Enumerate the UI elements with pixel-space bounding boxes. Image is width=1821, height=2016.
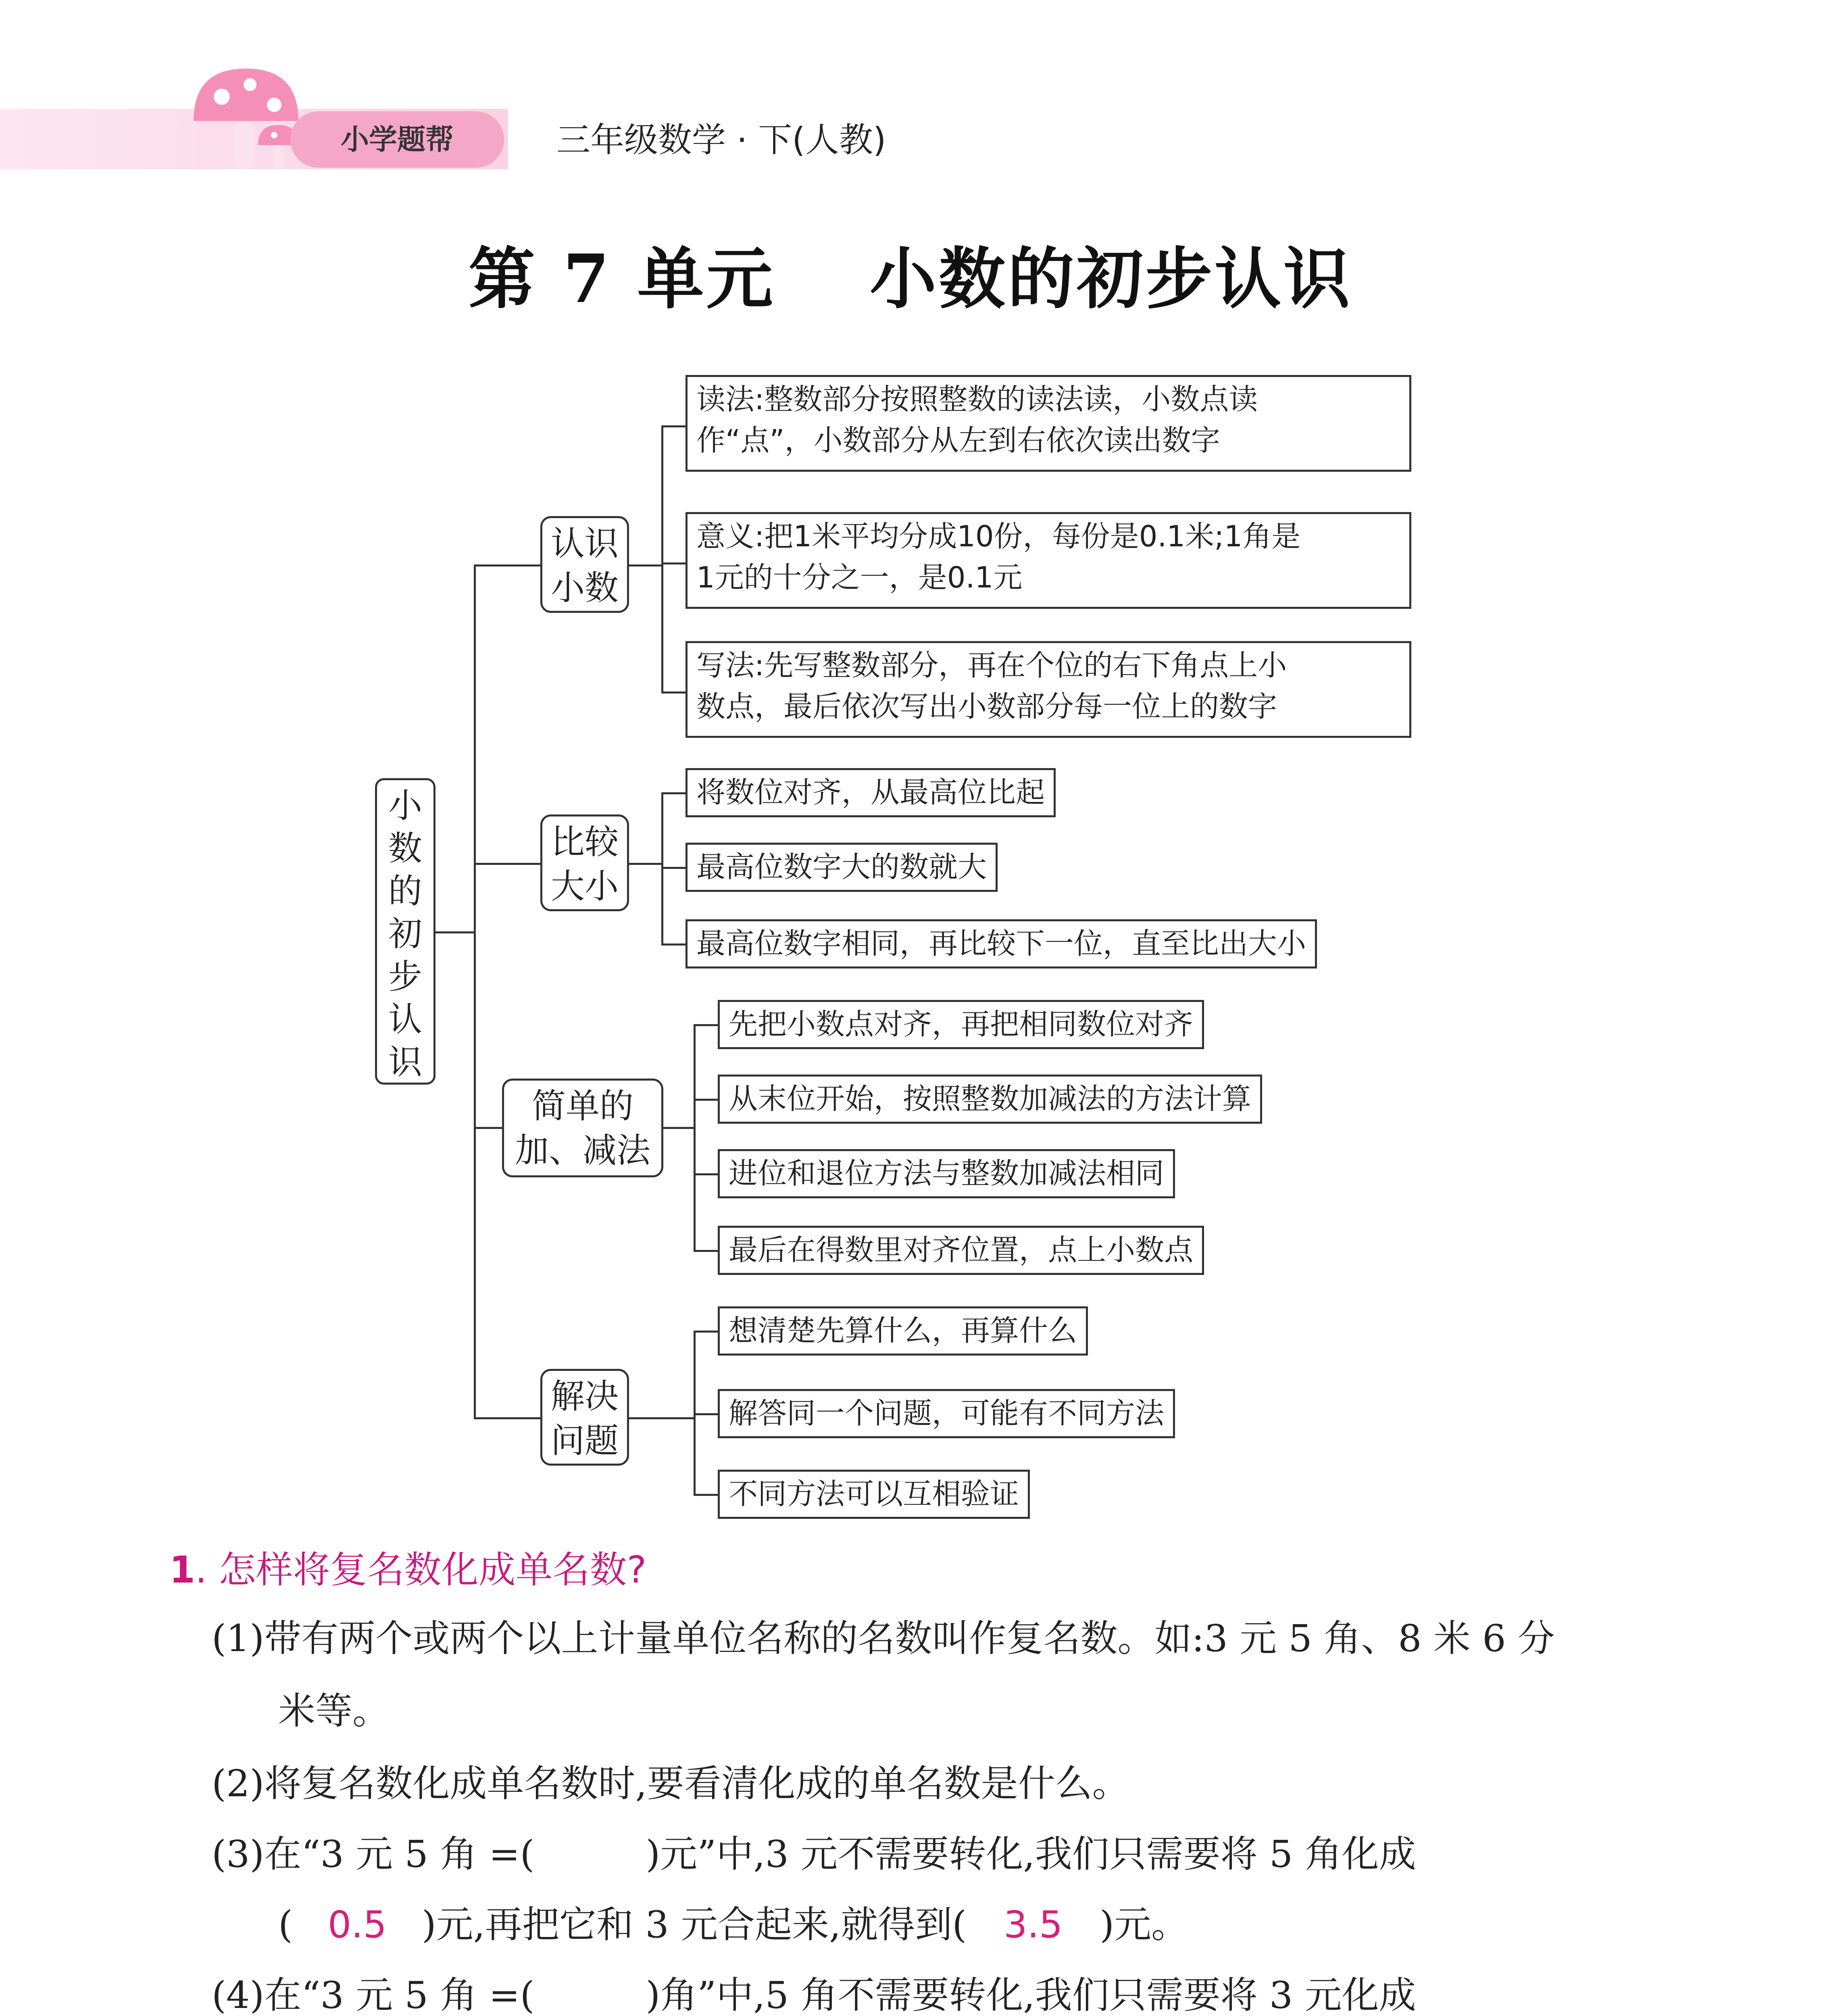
connector-line xyxy=(474,863,542,865)
connector-line xyxy=(474,564,542,566)
leaf-meaning xyxy=(685,512,1411,609)
leaf-text: 最高位数字大的数就大 xyxy=(696,850,987,884)
connector-line xyxy=(474,564,476,1419)
paragraph-1-line-2: 米等。 xyxy=(278,1689,390,1733)
branch-box-recognize-decimals xyxy=(540,516,629,613)
paren-open: ( xyxy=(278,1903,293,1946)
connector-line xyxy=(474,1127,502,1129)
book-title: 三年级数学 · 下(人教) xyxy=(556,120,886,160)
leaf-text: 先把小数点对齐，再把相同数位对齐 xyxy=(729,1007,1194,1041)
leaf-reading-method xyxy=(685,375,1411,472)
connector-line xyxy=(661,943,685,946)
connector-line xyxy=(661,562,685,564)
leaf-text: 数点，最后依次写出小数部分每一位上的数字 xyxy=(696,689,1277,723)
leaf-align-digits xyxy=(685,768,1056,817)
leaf-verify-each-other xyxy=(718,1470,1030,1519)
connector-line xyxy=(435,931,476,933)
connector-line xyxy=(694,1173,718,1175)
leaf-text: 从末位开始，按照整数加减法的方法计算 xyxy=(729,1082,1252,1116)
paragraph-3-line-2 xyxy=(278,1895,1188,1948)
map-root-char: 步 xyxy=(388,957,422,996)
branch-box-add-subtract xyxy=(502,1079,663,1177)
branch-box-solve-problems xyxy=(540,1369,629,1466)
leaf-different-methods xyxy=(718,1389,1175,1438)
question-heading xyxy=(169,1540,646,1593)
leaf-carry-borrow xyxy=(718,1149,1175,1198)
connector-line xyxy=(661,425,685,427)
branch-label: 解决 xyxy=(550,1377,619,1416)
question-title: . 怎样将复名数化成单名数? xyxy=(195,1548,647,1591)
connector-line xyxy=(661,792,685,794)
map-root-char: 识 xyxy=(388,1042,422,1082)
connector-line xyxy=(661,792,663,946)
leaf-text: 最高位数字相同，再比较下一位，直至比出大小 xyxy=(696,927,1306,960)
branch-box-compare-size xyxy=(540,814,629,911)
leaf-highest-digit-larger xyxy=(685,843,998,892)
connector-line xyxy=(629,1417,696,1419)
leaf-text: 不同方法可以互相验证 xyxy=(729,1477,1019,1511)
connector-line xyxy=(661,425,663,694)
map-root-char: 的 xyxy=(388,871,422,911)
paragraph-1-line-1: (1)带有两个或两个以上计量单位名称的名数叫作复名数。如:3 元 5 角、8 米 6 分 xyxy=(212,1617,1555,1660)
paragraph-3-line-1: (3)在“3 元 5 角 =( )元”中,3 元不需要转化,我们只需要将 5 角化成 xyxy=(212,1833,1416,1876)
connector-line xyxy=(661,691,685,694)
leaf-text: 想清楚先算什么，再算什么 xyxy=(729,1314,1077,1347)
connector-line xyxy=(694,1250,718,1252)
mushroom-icon xyxy=(177,52,306,181)
leaf-text: 读法:整数部分按照整数的读法读，小数点读 xyxy=(696,382,1258,416)
leaf-text: 1元的十分之一，是0.1元 xyxy=(696,560,1023,594)
branch-label: 问题 xyxy=(550,1421,619,1460)
map-root-char: 数 xyxy=(388,829,422,868)
unit-title: 第 7 单元 小数的初步认识 xyxy=(468,240,1353,318)
branch-label: 简单的 xyxy=(531,1086,633,1126)
connector-line xyxy=(663,1127,696,1129)
map-root-char: 小 xyxy=(388,786,422,825)
brand-label: 小学题帮 xyxy=(341,123,454,156)
paragraph-text: )元。 xyxy=(1100,1903,1189,1946)
leaf-text: 进位和退位方法与整数加减法相同 xyxy=(729,1156,1165,1190)
leaf-align-decimal-point xyxy=(718,1000,1204,1049)
map-root-box xyxy=(375,778,435,1085)
branch-label: 加、减法 xyxy=(515,1131,650,1170)
branch-label: 大小 xyxy=(550,866,619,906)
connector-line xyxy=(474,1417,542,1419)
connector-line xyxy=(694,1024,696,1252)
leaf-start-from-last-digit xyxy=(718,1075,1262,1124)
connector-line xyxy=(694,1413,718,1415)
paragraph-2: (2)将复名数化成单名数时,要看清化成的单名数是什么。 xyxy=(212,1762,1129,1805)
leaf-text: 最后在得数里对齐位置，点上小数点 xyxy=(729,1233,1194,1267)
connector-line xyxy=(694,1331,718,1333)
connector-line xyxy=(694,1494,718,1496)
leaf-text: 写法:先写整数部分，再在个位的右下角点上小 xyxy=(696,648,1287,682)
connector-line xyxy=(694,1099,718,1101)
paragraph-text: )元,再把它和 3 元合起来,就得到( xyxy=(421,1903,967,1946)
paragraph-4-line-1: (4)在“3 元 5 角 =( )角”中,5 角不需要转化,我们只需要将 3 元化成 xyxy=(212,1974,1416,2016)
leaf-text: 将数位对齐，从最高位比起 xyxy=(696,775,1045,809)
answer-text: 0.5 xyxy=(327,1903,387,1946)
leaf-highest-digit-same xyxy=(685,919,1317,968)
branch-label: 小数 xyxy=(550,568,619,608)
connector-line xyxy=(661,867,685,869)
leaf-text: 作“点”，小数部分从左到右依次读出数字 xyxy=(696,423,1220,457)
connector-line xyxy=(629,564,663,566)
map-root-char: 认 xyxy=(388,1000,422,1039)
leaf-place-decimal-point xyxy=(718,1226,1204,1275)
leaf-writing-method xyxy=(685,641,1411,738)
answer-text: 3.5 xyxy=(1004,1903,1063,1946)
leaf-think-first xyxy=(718,1306,1088,1356)
leaf-text: 解答同一个问题，可能有不同方法 xyxy=(729,1396,1165,1430)
connector-line xyxy=(694,1024,718,1026)
leaf-text: 意义:把1米平均分成10份，每份是0.1米;1角是 xyxy=(696,519,1301,553)
branch-label: 比较 xyxy=(550,822,619,862)
map-root-char: 初 xyxy=(388,914,422,954)
connector-line xyxy=(629,863,663,865)
question-number: 1 xyxy=(169,1548,196,1591)
branch-label: 认识 xyxy=(550,524,619,563)
